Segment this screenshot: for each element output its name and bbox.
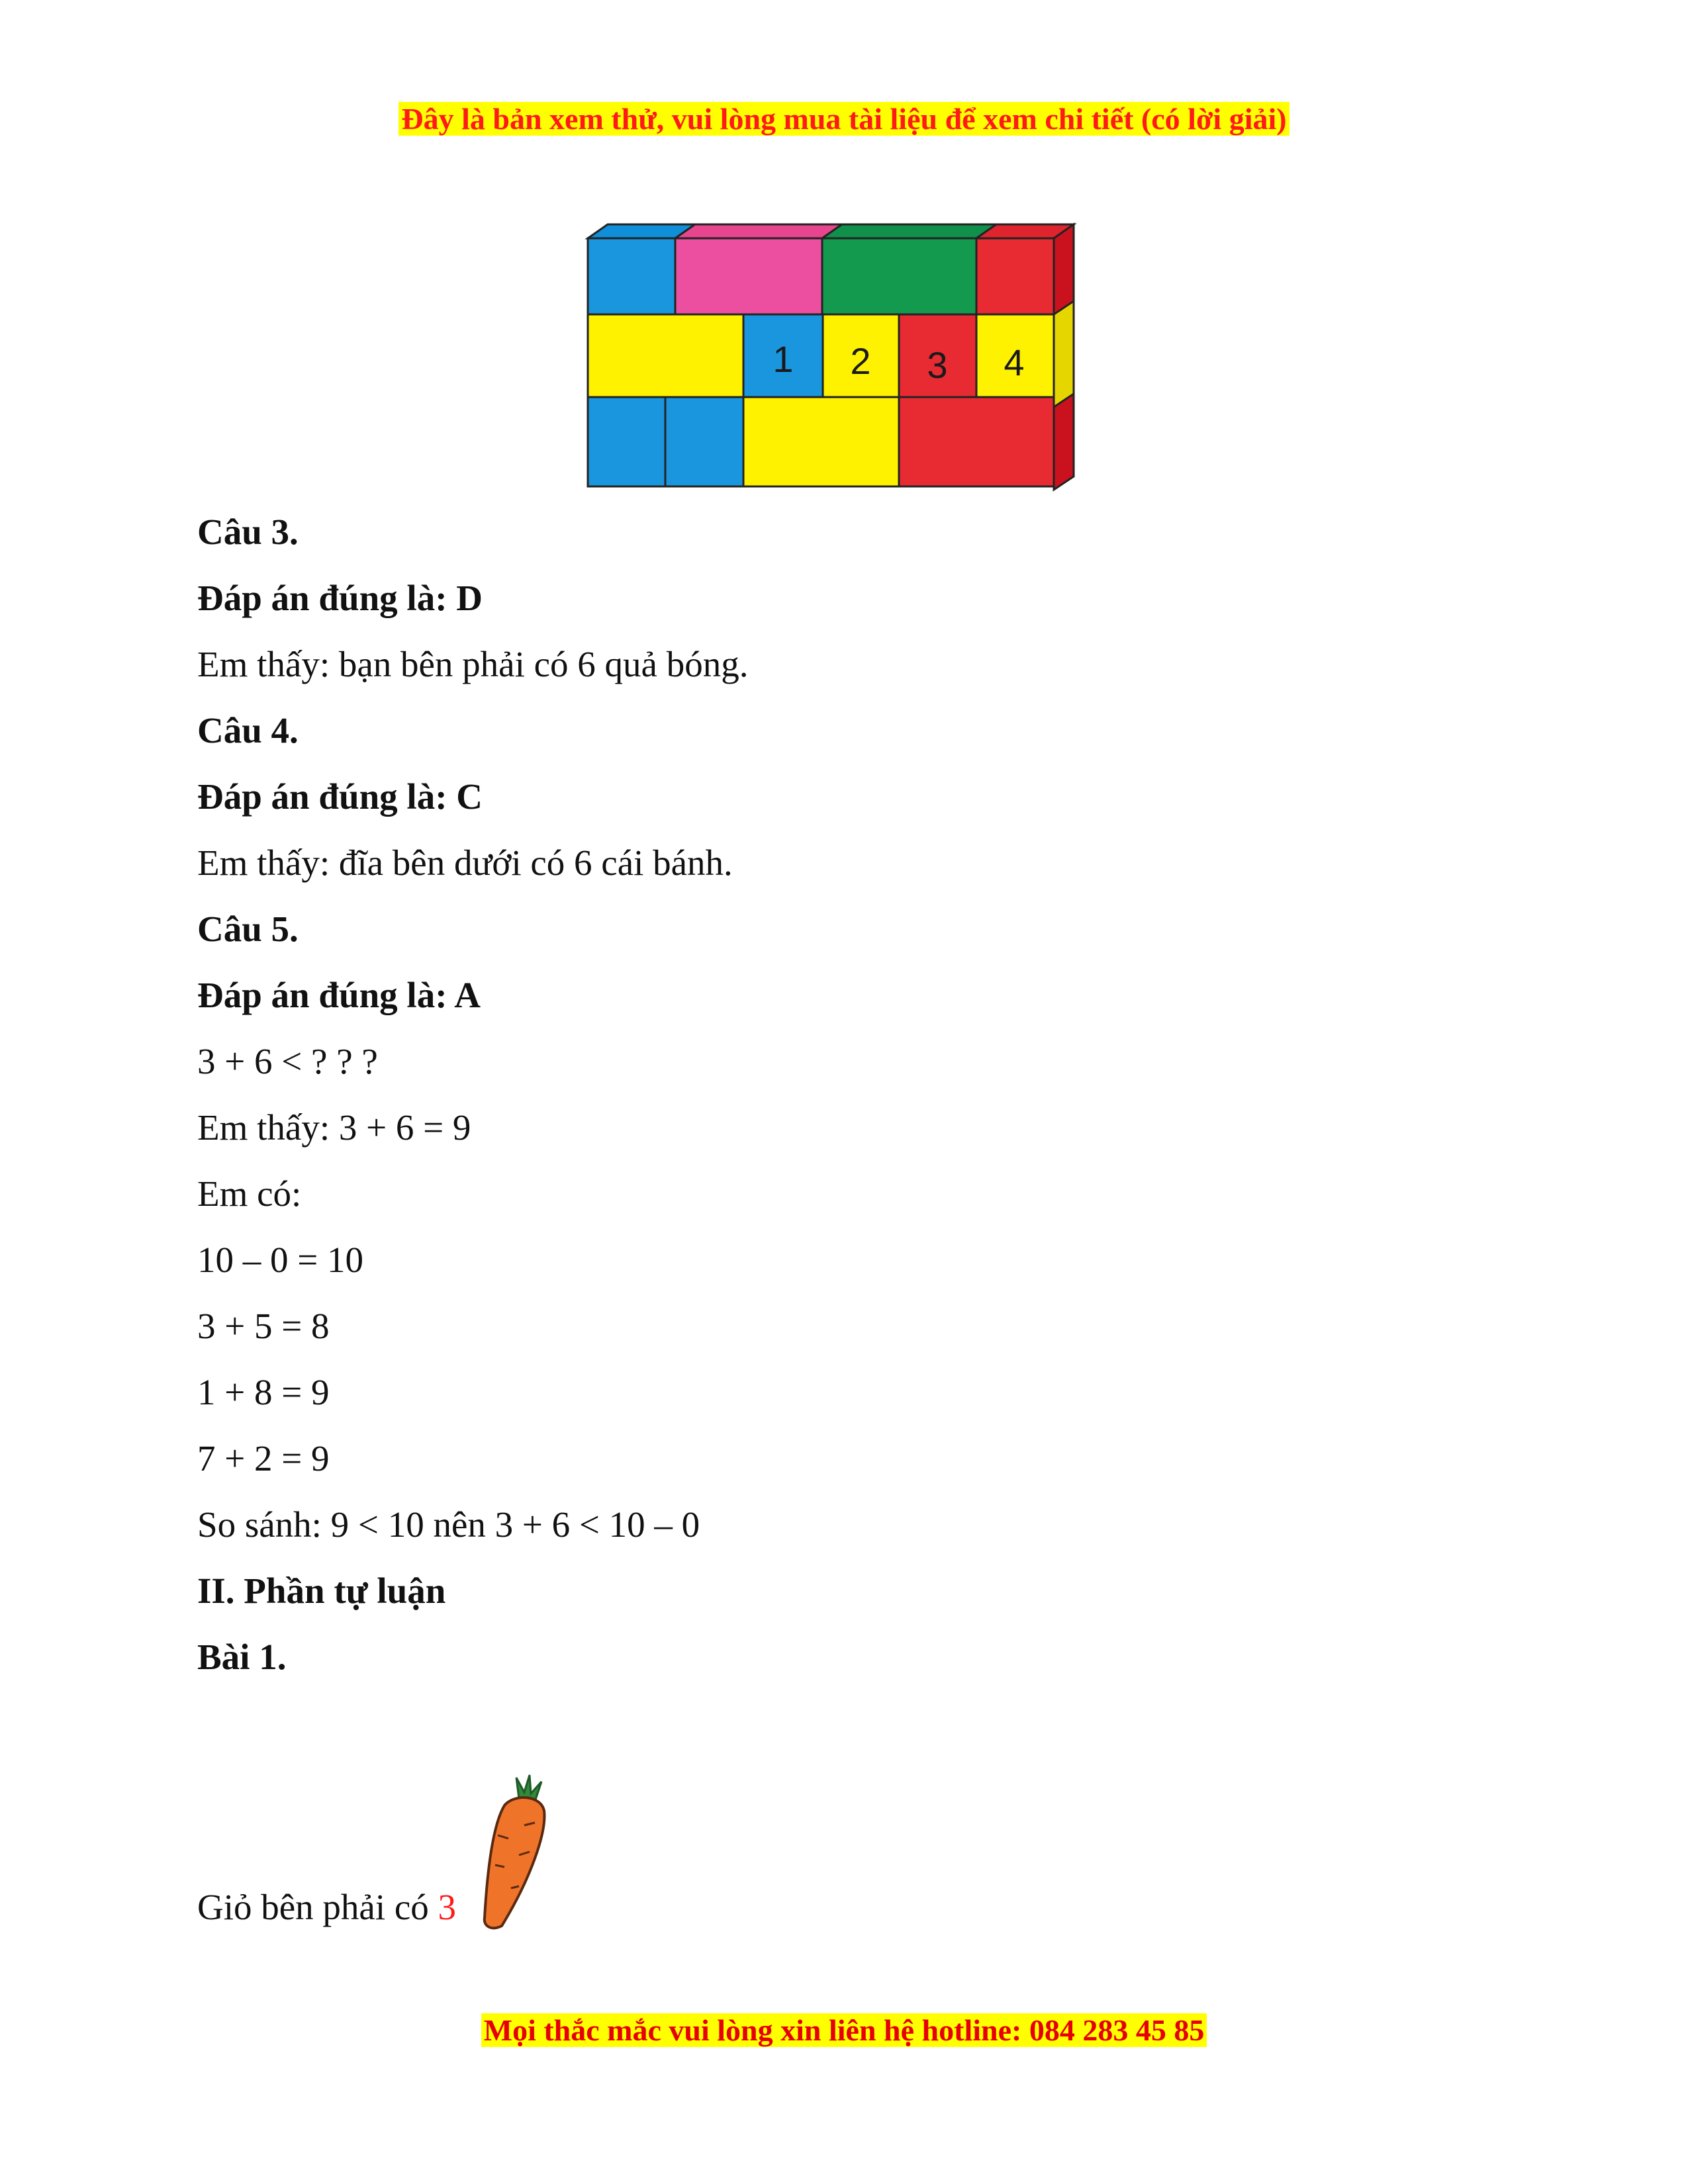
- block: [588, 314, 743, 397]
- block-label-3: 3: [927, 344, 948, 386]
- question-5-step: Em có:: [197, 1173, 302, 1214]
- question-5-comparison: So sánh: 9 < 10 nên 3 + 6 < 10 – 0: [197, 1504, 700, 1545]
- question-5-option: 3 + 5 = 8: [197, 1306, 330, 1346]
- question-5-option: 10 – 0 = 10: [197, 1240, 364, 1280]
- basket-text: Giỏ bên phải có: [197, 1887, 438, 1927]
- question-4-title: Câu 4.: [197, 710, 299, 751]
- basket-statement: [197, 1886, 456, 1929]
- block: [976, 238, 1054, 314]
- basket-value: 3: [438, 1887, 457, 1927]
- question-4-answer: Đáp án đúng là: C: [197, 776, 483, 817]
- exercise-1-title: Bài 1.: [197, 1637, 287, 1677]
- carrot-icon: [478, 1772, 557, 1938]
- question-5-title: Câu 5.: [197, 909, 299, 949]
- preview-banner-text: Đây là bản xem thử, vui lòng mua tài liệu để xem chi tiết (có lời giải): [399, 102, 1289, 136]
- block: [665, 397, 743, 486]
- question-4-explanation: Em thấy: đĩa bên dưới có 6 cái bánh.: [197, 842, 733, 883]
- hotline-banner: [0, 2011, 1688, 2050]
- block: [822, 238, 976, 314]
- block-wall-figure: [576, 215, 1086, 493]
- preview-banner: [0, 99, 1688, 139]
- question-5-step: Em thấy: 3 + 6 = 9: [197, 1107, 471, 1148]
- question-5-answer: Đáp án đúng là: A: [197, 975, 481, 1015]
- block-label-4: 4: [1004, 341, 1025, 383]
- section-2-title: II. Phần tự luận: [197, 1570, 446, 1611]
- question-3-explanation: Em thấy: bạn bên phải có 6 quả bóng.: [197, 644, 749, 684]
- block-label-1: 1: [773, 338, 794, 380]
- question-5-expression: 3 + 6 < ? ? ?: [197, 1041, 378, 1081]
- question-3-answer: Đáp án đúng là: D: [197, 578, 483, 618]
- block: [899, 397, 1054, 486]
- block: [588, 238, 675, 314]
- block: [743, 397, 899, 486]
- block: [588, 397, 665, 486]
- hotline-banner-text: Mọi thắc mắc vui lòng xin liên hệ hotline: 084 283 45 85: [481, 2013, 1207, 2047]
- question-5-option: 1 + 8 = 9: [197, 1372, 330, 1412]
- question-5-option: 7 + 2 = 9: [197, 1438, 330, 1479]
- question-3-title: Câu 3.: [197, 512, 299, 552]
- block-label-2: 2: [850, 340, 871, 382]
- block: [675, 238, 822, 314]
